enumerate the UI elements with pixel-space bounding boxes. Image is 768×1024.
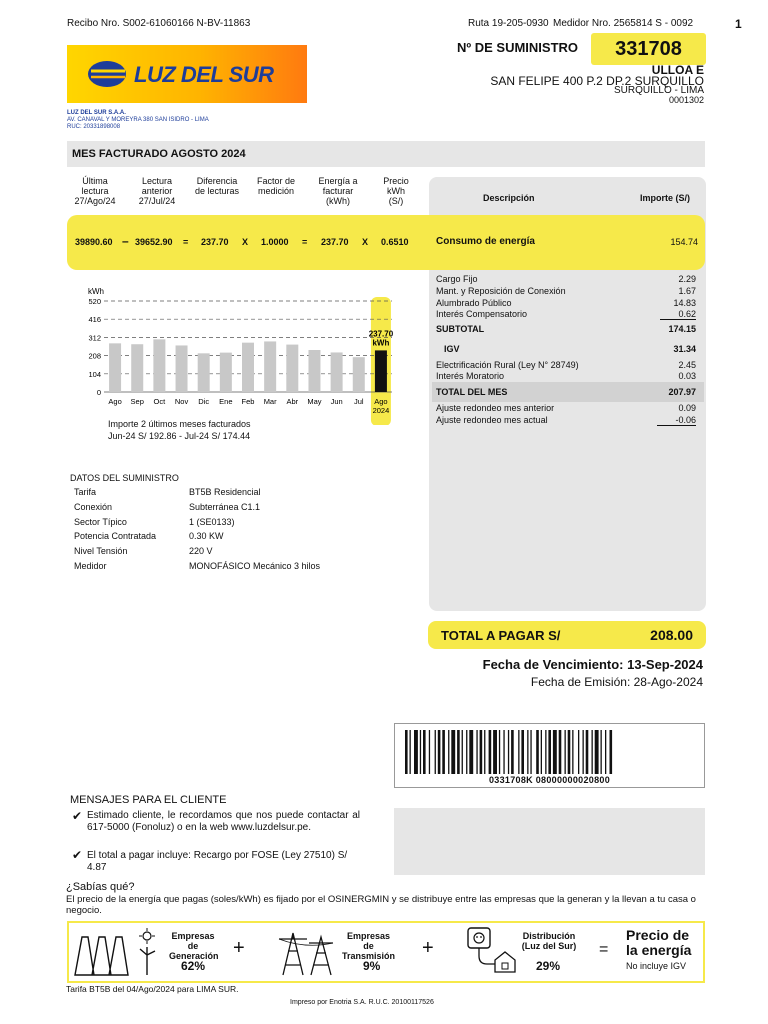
x-tick-label: Nov <box>174 397 189 406</box>
logo-wordmark: LUZ DEL SUR <box>134 62 274 87</box>
highlight-value-label: kWh <box>372 338 390 348</box>
amount-header: Importe (S/) <box>640 193 691 203</box>
col-last-reading: Última lectura 27/Ago/24 <box>74 176 116 206</box>
description-header: Descripción <box>483 193 535 203</box>
transmission-tower-icon <box>275 927 337 977</box>
formula-price: 0.6510 <box>381 237 409 247</box>
supply-key: Tarifa <box>74 487 97 497</box>
chart-bar <box>131 344 143 392</box>
total-to-pay-band <box>428 621 706 649</box>
supply-value: Subterránea C1.1 <box>189 502 261 512</box>
plus-sign: + <box>233 937 245 959</box>
energy-price-note: No incluye IGV <box>626 961 687 971</box>
chart-bar <box>198 353 210 392</box>
x-tick-label: Abr <box>286 397 299 406</box>
import-history-values: Jun-24 S/ 192.86 - Jul-24 S/ 174.44 <box>108 431 251 441</box>
chart-bar <box>109 343 121 392</box>
col-kwh-price: Precio kWh (S/) <box>383 176 409 206</box>
customer-address-line2: SURQUILLO - LIMA <box>613 85 704 96</box>
chart-bar <box>153 339 165 392</box>
company-name: LUZ DEL SUR S.A.A. <box>67 110 126 116</box>
generation-label: Empresas de Generación <box>169 931 219 961</box>
x-tick-label: Ago <box>108 397 122 406</box>
x-tick-label: Sep <box>130 397 144 406</box>
consumption-label: Consumo de energía <box>436 236 535 247</box>
equals-sign: = <box>599 941 609 958</box>
col-energy-to-bill: Energía a facturar (kWh) <box>318 176 358 206</box>
energy-price-label: Precio de la energía <box>626 927 692 958</box>
supply-key: Conexión <box>74 502 113 512</box>
formula-equals-1: = <box>183 237 189 247</box>
supply-value: 220 V <box>189 546 213 556</box>
company-address: AV. CANAVAL Y MOREYRA 380 SAN ISIDRO - LIMA <box>67 117 209 123</box>
distribution-icon <box>465 926 521 976</box>
formula-times-1: X <box>242 237 249 247</box>
rounding-current-row: Ajuste redondeo mes actual -0.06 <box>436 415 696 425</box>
supply-value: BT5B Residencial <box>189 487 261 497</box>
x-tick-label: Feb <box>241 397 255 406</box>
due-date: Fecha de Vencimiento: 13-Sep-2024 <box>482 657 703 672</box>
supply-label: Nº DE SUMINISTRO <box>457 40 579 55</box>
company-ruc: RUC: 20331898008 <box>67 124 121 130</box>
col-reading-difference: Diferencia de lecturas <box>194 176 240 196</box>
payment-barcode <box>394 723 705 788</box>
col-measurement-factor: Factor de medición <box>256 176 296 196</box>
total-to-pay-value: 208.00 <box>650 627 693 643</box>
luz-del-sur-logo-icon <box>85 54 135 94</box>
charge-line: Alumbrado Público 14.83 <box>436 298 696 308</box>
x-tick-label: Dic <box>198 397 210 406</box>
chart-bar <box>220 353 232 392</box>
subtotal-row: SUBTOTAL 174.15 <box>436 324 696 334</box>
formula-factor: 1.0000 <box>261 237 289 247</box>
highlight-value-label: 237.70 <box>368 329 394 339</box>
supply-key: Potencia Contratada <box>74 531 157 541</box>
chart-bar <box>264 341 276 392</box>
consumption-chart <box>70 280 400 425</box>
formula-last-reading: 39890.60 <box>75 237 113 247</box>
y-tick-label: 0 <box>96 388 101 397</box>
charge-line: Interés Compensatorio 0.62 <box>436 309 696 319</box>
month-total-row: TOTAL DEL MES 207.97 <box>436 387 696 397</box>
check-icon: ✔ <box>72 848 83 862</box>
x-tick-label: Ago <box>374 397 388 406</box>
billing-month: MES FACTURADO AGOSTO 2024 <box>72 148 246 160</box>
distribution-label: Distribución (Luz del Sur) <box>521 931 577 951</box>
igv-row: IGV 31.34 <box>444 344 696 354</box>
plus-sign: + <box>422 937 434 959</box>
chart-bar <box>375 350 387 392</box>
barcode-text: 0331708K 08000000020800 <box>488 775 610 785</box>
route-number: Ruta 19-205-0930 <box>468 18 549 29</box>
x-tick-label: May <box>307 397 322 406</box>
billing-month-band <box>67 141 705 167</box>
transmission-percent: 9% <box>363 959 381 973</box>
rounding-prev-row: Ajuste redondeo mes anterior 0.09 <box>436 403 696 413</box>
consumption-value: 154.74 <box>670 237 698 247</box>
message-box-grey <box>394 808 705 875</box>
formula-energy: 237.70 <box>321 237 349 247</box>
import-history-label: Importe 2 últimos meses facturados <box>108 419 251 429</box>
formula-previous-reading: 39652.90 <box>135 237 173 247</box>
chart-bar <box>176 345 188 392</box>
customer-address-code: 0001302 <box>668 95 704 105</box>
supply-data-title: DATOS DEL SUMINISTRO <box>70 473 179 483</box>
chart-bar <box>331 352 343 392</box>
rural-electrification-row: Electrificación Rural (Ley N° 28749) 2.45 <box>436 360 696 370</box>
customer-name: ULLOA E <box>651 63 704 77</box>
supply-key: Medidor <box>74 561 107 571</box>
x-tick-label: 2024 <box>372 406 390 415</box>
message-item: El total a pagar incluye: Recargo por FOSE (Ley 27510) S/ 4.87 <box>87 850 348 873</box>
chart-bar <box>286 345 298 392</box>
receipt-number: Recibo Nro. S002-61060166 N-BV-11863 <box>67 18 251 29</box>
message-item: Estimado cliente, le recordamos que nos puede contactar al 617-5000 (Fonoluz) o en la web www.luzdelsur.pe. <box>87 810 360 833</box>
issue-date: Fecha de Emisión: 28-Ago-2024 <box>530 675 703 689</box>
x-tick-label: Mar <box>263 397 277 406</box>
y-tick-label: 208 <box>88 351 101 361</box>
y-axis-label: kWh <box>88 287 104 296</box>
did-you-know-title: ¿Sabías qué? <box>66 881 135 893</box>
barcode-icon <box>405 730 695 774</box>
total-to-pay-label: TOTAL A PAGAR S/ <box>441 628 561 643</box>
transmission-label: Empresas de Transmisión <box>341 931 395 961</box>
check-icon: ✔ <box>72 809 83 823</box>
x-tick-label: Jul <box>353 397 364 406</box>
supply-value: 1 (SE0133) <box>189 517 235 527</box>
x-tick-label: Ene <box>219 397 233 406</box>
supply-value: 0.30 KW <box>189 531 224 541</box>
charge-line: Cargo Fijo 2.29 <box>436 274 696 284</box>
printed-by: Impreso por Enotria S.A. R.U.C. 20100117526 <box>290 999 434 1006</box>
page-number: 1 <box>735 17 742 31</box>
did-you-know-text: El precio de la energía que pagas (soles/kWh) es fijado por el OSINERGMIN y se distribuye entre las empresas que la generan y la llevan a tu casa o negocio. <box>66 894 696 916</box>
supply-key: Sector Típico <box>74 517 127 527</box>
formula-times-2: X <box>362 237 369 247</box>
x-tick-label: Jun <box>330 397 343 406</box>
customer-address-line1: SAN FELIPE 400 P.2 DP.2 SURQUILLO <box>490 74 704 88</box>
col-previous-reading: Lectura anterior 27/Jul/24 <box>138 176 176 206</box>
chart-bar <box>242 343 254 392</box>
late-interest-row: Interés Moratorio 0.03 <box>436 371 696 381</box>
chart-bar <box>308 350 320 392</box>
formula-minus: – <box>122 234 129 248</box>
messages-title: MENSAJES PARA EL CLIENTE <box>70 794 227 806</box>
supply-number: 331708 <box>591 33 706 65</box>
generation-icon <box>72 927 162 977</box>
charge-line: Mant. y Reposición de Conexión 1.67 <box>436 286 696 296</box>
chart-bar <box>353 357 365 392</box>
energy-price-breakdown <box>67 921 705 983</box>
x-tick-label: Oct <box>153 397 166 406</box>
y-tick-label: 416 <box>88 315 101 325</box>
distribution-percent: 29% <box>536 959 561 973</box>
y-tick-label: 104 <box>88 369 101 379</box>
y-tick-label: 312 <box>88 333 101 343</box>
generation-percent: 62% <box>181 959 206 973</box>
supply-key: Nivel Tensión <box>74 546 128 556</box>
formula-equals-2: = <box>302 237 308 247</box>
meter-number: Medidor Nro. 2565814 S - 0092 <box>553 18 694 29</box>
formula-difference: 237.70 <box>201 237 229 247</box>
supply-value: MONOFÁSICO Mecánico 3 hilos <box>189 561 321 571</box>
y-tick-label: 520 <box>88 297 101 306</box>
tariff-note: Tarifa BT5B del 04/Ago/2024 para LIMA SUR. <box>66 984 239 994</box>
